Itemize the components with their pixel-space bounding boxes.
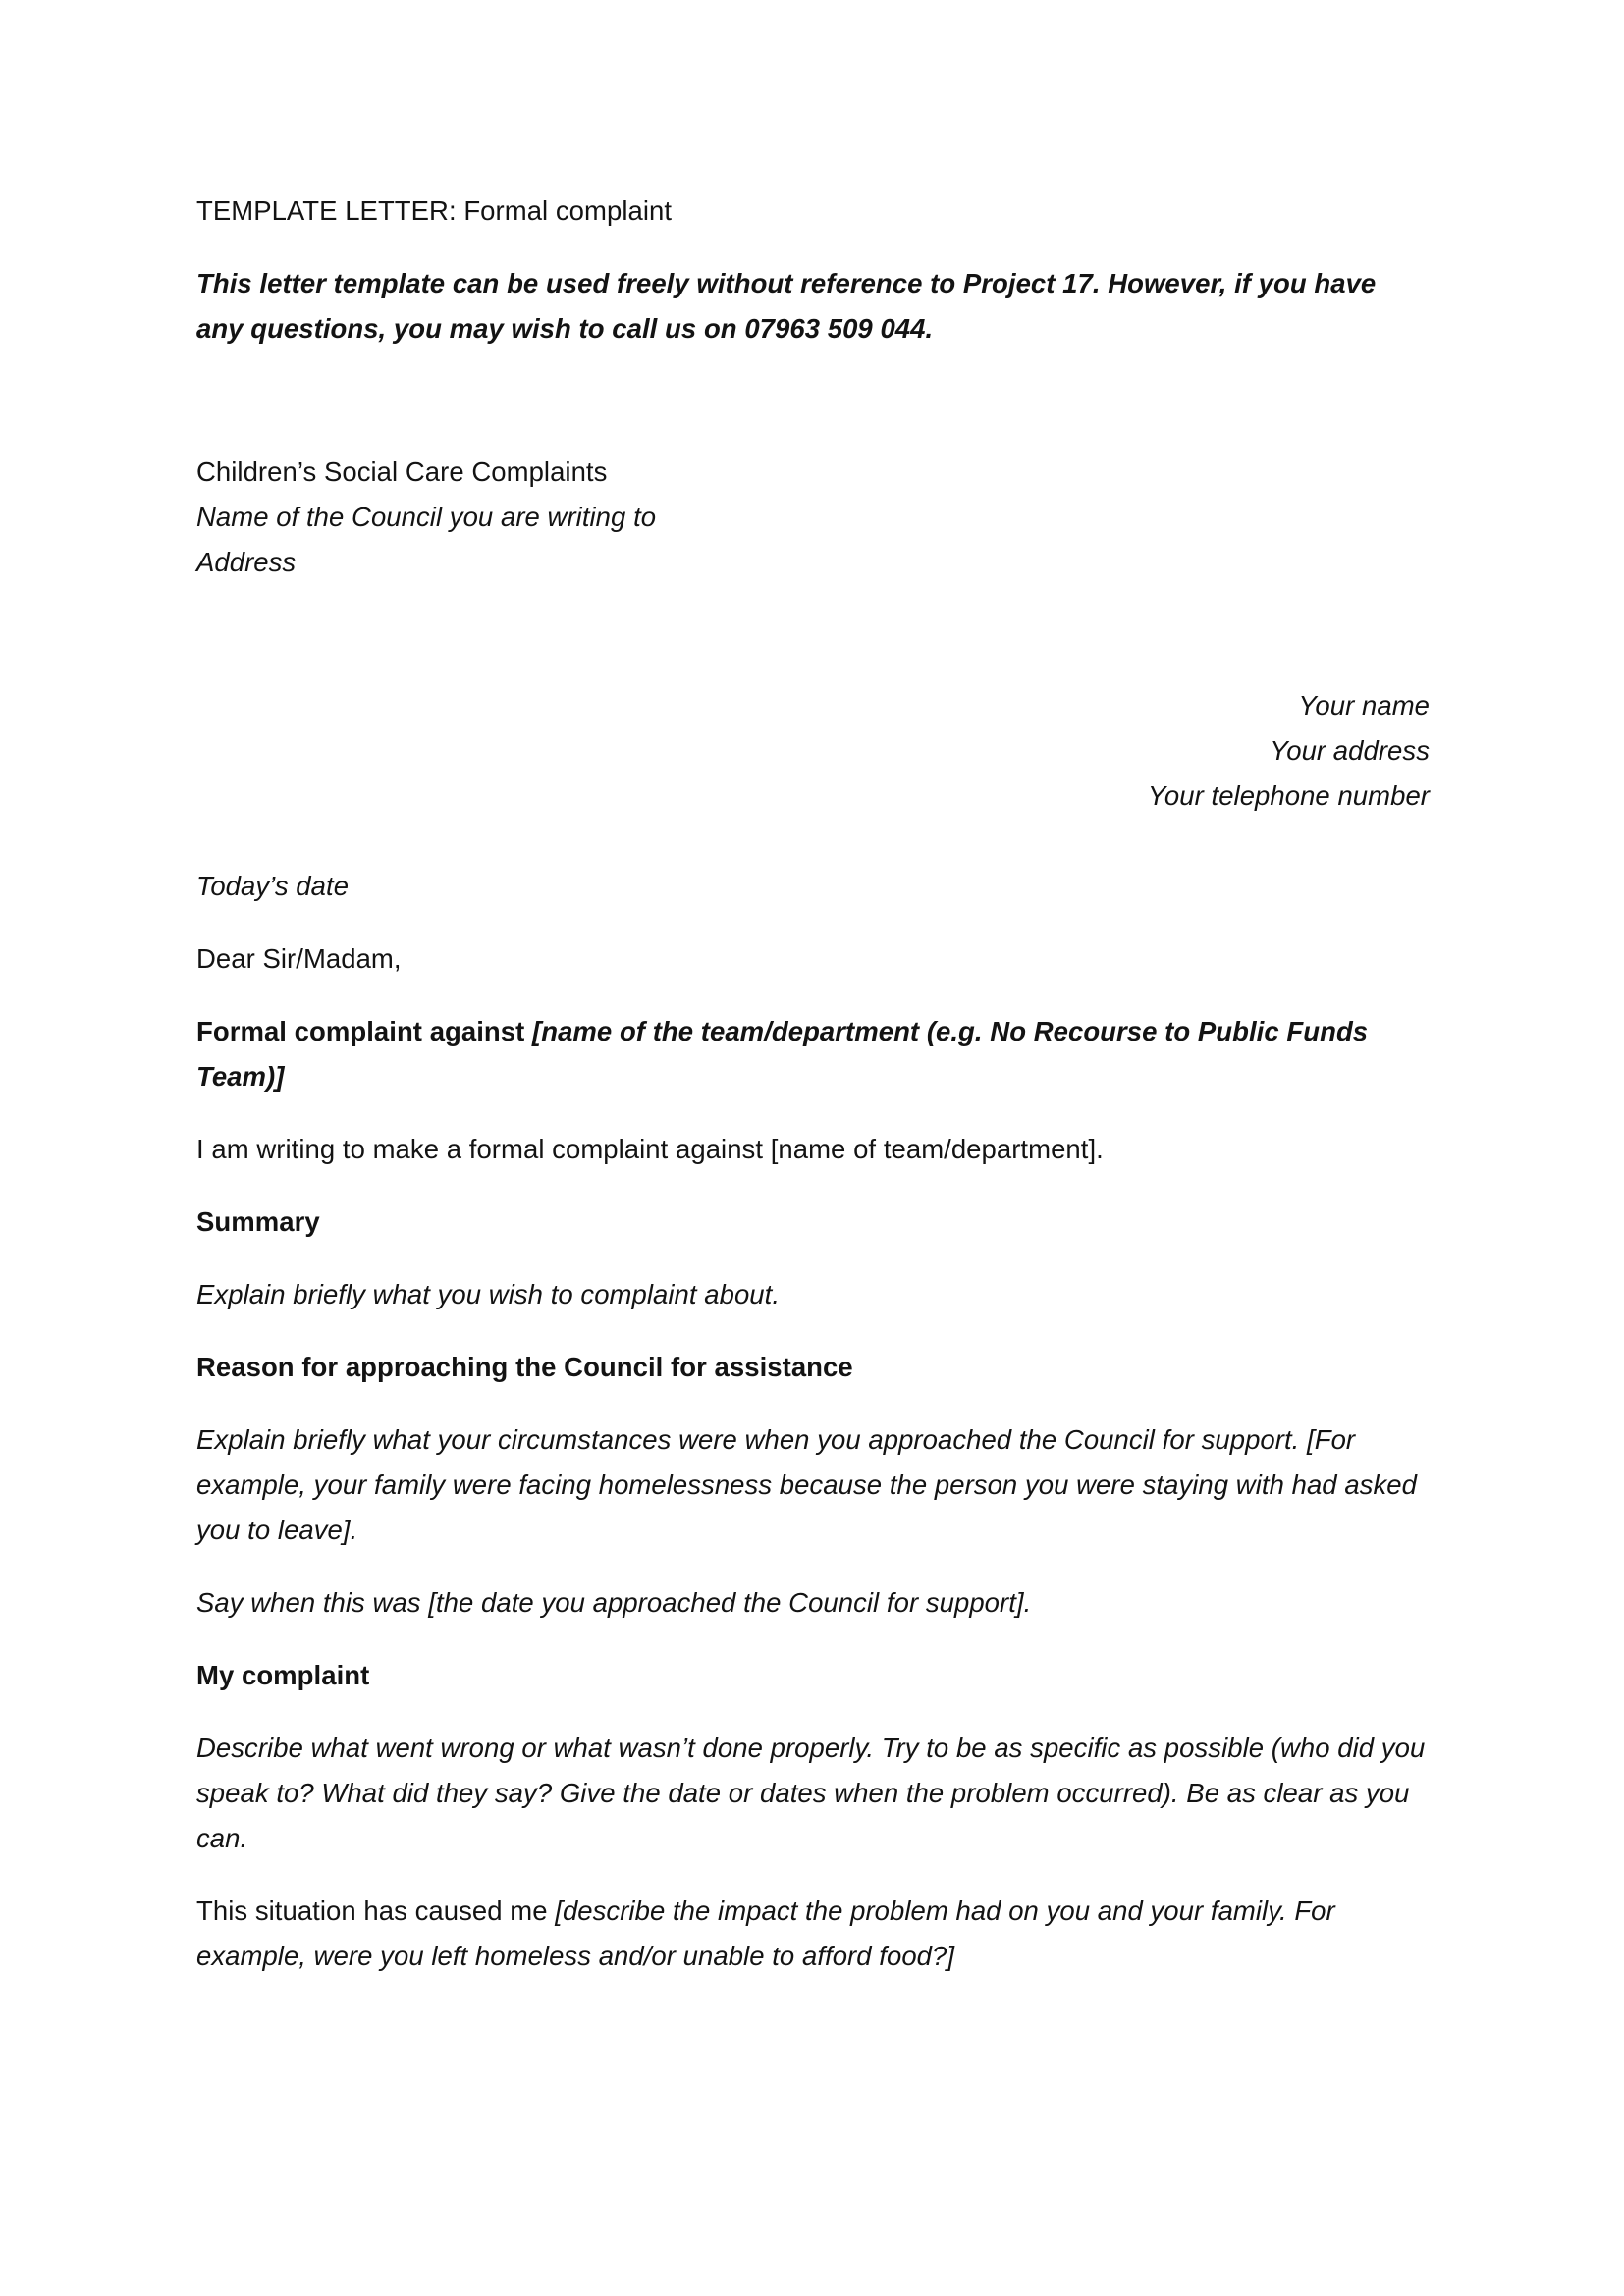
sender-line-3: Your telephone number [1148,780,1430,811]
sender-line-2: Your address [1270,735,1430,766]
spacer [196,1317,1430,1345]
document-title: TEMPLATE LETTER: Formal complaint [196,195,673,226]
sender-line-1: Your name [1298,690,1430,721]
intro-note: This letter template can be used freely without reference to Project 17. However, if you have any questions, you may wish to call us on 07963 509 044. [196,268,1377,344]
spacer [196,819,1430,864]
recipient-line-1: Children’s Social Care Complaints [196,456,608,487]
salutation: Dear Sir/Madam, [196,943,402,974]
spacer [196,1390,1430,1417]
section-body-summary-1: Explain briefly what you wish to complaint about. [196,1279,781,1309]
section-heading-my-complaint: My complaint [196,1660,370,1690]
spacer [196,1626,1430,1653]
section-heading-reason: Reason for approaching the Council for assistance [196,1352,853,1382]
spacer [196,585,1430,683]
recipient-line-2: Name of the Council you are writing to [196,502,657,532]
recipient-line-3: Address [196,547,297,577]
section-body-my-complaint-1: Describe what went wrong or what wasn’t done properly. Try to be as specific as possible (who did you speak to? What did they say? Give the date or dates when the problem occurred). Be as clear as you can. [196,1733,1426,1853]
opening-paragraph: I am writing to make a formal complaint against [name of team/department]. [196,1134,1104,1164]
spacer [196,982,1430,1009]
spacer [196,1553,1430,1580]
impact-placeholder: [describe the impact the problem had on you and your family. For example, were you left homeless and/or unable to afford food?] [196,1896,1335,1971]
spacer [196,351,1430,450]
subject-prefix: Formal complaint against [196,1016,533,1046]
section-body-reason-1: Explain briefly what your circumstances were when you approached the Council for support. [For example, your family were facing homelessness because the person you were staying with had asked you to leave]. [196,1424,1417,1545]
section-body-reason-2: Say when this was [the date you approached the Council for support]. [196,1587,1032,1618]
spacer [196,1172,1430,1200]
spacer [196,1245,1430,1272]
spacer [196,1698,1430,1726]
section-heading-summary: Summary [196,1206,320,1237]
impact-prefix: This situation has caused me [196,1896,556,1926]
subject-placeholder: [name of the team/department (e.g. No Recourse to Public Funds Team)] [196,1016,1369,1092]
impact-paragraph [196,1889,1430,1979]
sender-address-block [196,683,1430,819]
recipient-address-block [196,450,1430,585]
letter-body [196,188,1430,1979]
spacer [196,909,1430,936]
spacer [196,1861,1430,1889]
spacer [196,234,1430,261]
letter-date: Today’s date [196,871,350,901]
spacer [196,1099,1430,1127]
subject-line [196,1009,1430,1099]
